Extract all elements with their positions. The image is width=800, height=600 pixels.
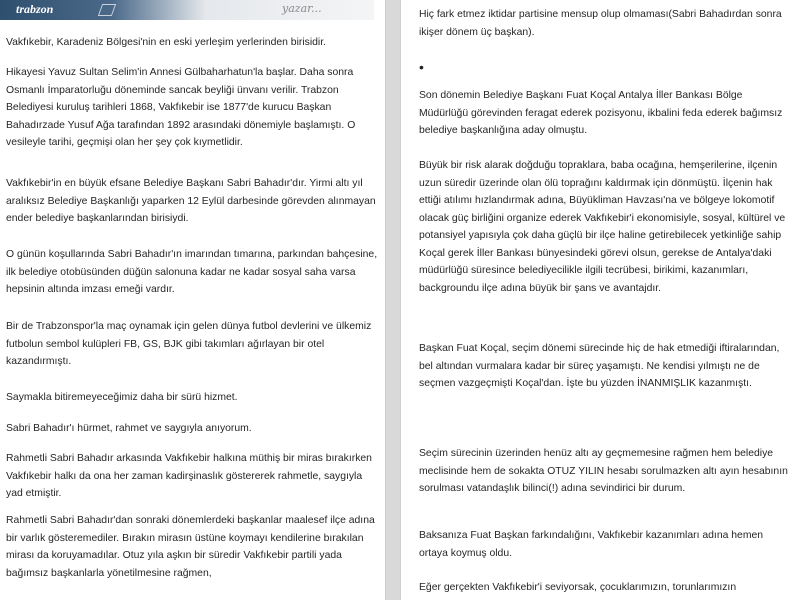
paragraph: Bir de Trabzonspor'la maç oynamak için gelen dünya futbol devlerini ve ülkemiz futbolun sembol kulüpleri FB, GS, BJK gibi takımları ağırlayan bir otel kazandırmıştı.: [6, 321, 372, 367]
paragraph: Hikayesi Yavuz Sultan Selim'in Annesi Gülbaharhatun'la başlar. Daha sonra Osmanlı İmparatorluğu döneminde sancak beyliği ünvanı verilir. Trabzon Belediyesi kuruluş tarihleri 1868, Vakfıkebir ise 1877'de kurucu Başkan Bahadırzade Yusuf Ağa tarafından 1892 arasındaki dönemiyle başlamıştı. O vesileyle tarihi, geçmişi olan her şey çok kıymetlidir.: [6, 67, 356, 148]
paragraph: Eğer gerçekten Vakfıkebir'i seviyorsak, çocuklarımızın, torunlarımızın: [419, 582, 737, 593]
logo-mark-icon: [98, 4, 116, 16]
paragraph: Rahmetli Sabri Bahadır'dan sonraki dönemlerdeki başkanlar maalesef ilçe adına bir varlık gösteremediler. Bırakın mirasın üstüne koymayı kendilerine bırakılan mirası da koruyamadılar. Otuz yıla aşkın bir süredir Vakfıkebir partili yada bağımsız başkanlarla yönetilmesine rağmen,: [6, 515, 375, 579]
masthead-banner: [0, 0, 374, 20]
bullet-marker: •: [419, 59, 424, 75]
paragraph: Büyük bir risk alarak doğduğu topraklara, baba ocağına, hemşerilerine, ilçenin uzun süredir üzerinde olan ölü toprağını kaldırmak için dönmüştü. İlçenin hak ettiği atılımı hızlandırmak adına, Büyükliman Havzası'na ve bölgeye lokomotif olacak güç birliğini organize ederek Vakfıkebir'i ekonomisiyle, sosyal, kültürel ve potansiyel yapısıyla çok daha güçlü bir ilçe haline getirebilecek yetkinliğe sahip Koçal gerek İller Bankası bünyesindeki görevi olsun, gerekse de Antalya'daki müdürlüğü süresince belediyecilikle ilgili tecrübesi, birikimi, kazanımları, backgroundu ilçe adına büyük bir şans ve avantajdır.: [419, 160, 786, 294]
paragraph: Başkan Fuat Koçal, seçim dönemi sürecinde hiç de hak etmediği iftiralarından, bel altından vurmalara kadar bir süreç yaşamıştı. Ne kendisi yılmıştı ne de seçmen vazgeçmişti Koçal'dan. İşte bu yüzden İNANMIŞLIK kazanmıştı.: [419, 343, 780, 389]
paragraph: Sabri Bahadır'ı hürmet, rahmet ve saygıyla anıyorum.: [6, 423, 252, 434]
author-signature: yazar...: [282, 2, 322, 15]
paragraph: Hiç fark etmez iktidar partisine mensup olup olmaması(Sabri Bahadırdan sonra ikişer dönem üç başkan).: [419, 9, 782, 38]
paragraph: Baksanıza Fuat Başkan farkındalığını, Vakfıkebir kazanımları adına hemen ortaya koymuş oldu.: [419, 530, 764, 559]
paragraph: Saymakla bitiremeyeceğimiz daha bir sürü hizmet.: [6, 392, 238, 403]
left-column: [0, 0, 386, 600]
paragraph: Seçim sürecinin üzerinden henüz altı ay geçmemesine rağmen hem belediye meclisinde hem de sokakta OTUZ YILIN hesabı sorulmazken altı ayın hesabının sorulması vatandaşlık bilinci(!) adına sevindirici bir durum.: [419, 448, 788, 494]
paragraph: O günün koşullarında Sabri Bahadır'ın imarından tımarına, parkından bahçesine, ilk belediye otobüsünden düğün salonuna kadar ne kadar sosyal saha varsa hepsinin altında imzası emeği vardır.: [6, 249, 378, 295]
paragraph: Son dönemin Belediye Başkanı Fuat Koçal Antalya İller Bankası Bölge Müdürlüğü görevinden feragat ederek pozisyonu, ikbalini feda ederek bağımsız belediye başkanlığına aday olmuştu.: [419, 90, 783, 136]
masthead-logo: trabzon: [16, 2, 54, 16]
paragraph: Rahmetli Sabri Bahadır arkasında Vakfıkebir halkına müthiş bir miras bırakırken Vakfıkebir halkı da ona her zaman kadirşinaslık göstererek rahmetle, saygıyla yad etmiştir.: [6, 453, 372, 499]
paragraph: Vakfıkebir, Karadeniz Bölgesi'nin en eski yerleşim yerlerinden birisidir.: [6, 37, 327, 48]
paragraph: Vakfıkebir'in en büyük efsane Belediye Başkanı Sabri Bahadır'dır. Yirmi altı yıl aralıksız Belediye Başkanlığı yaparken 12 Eylül darbesinde görevden alınmayan ender belediye başkanlarından birisiydi.: [6, 178, 376, 224]
right-column: [400, 0, 800, 600]
